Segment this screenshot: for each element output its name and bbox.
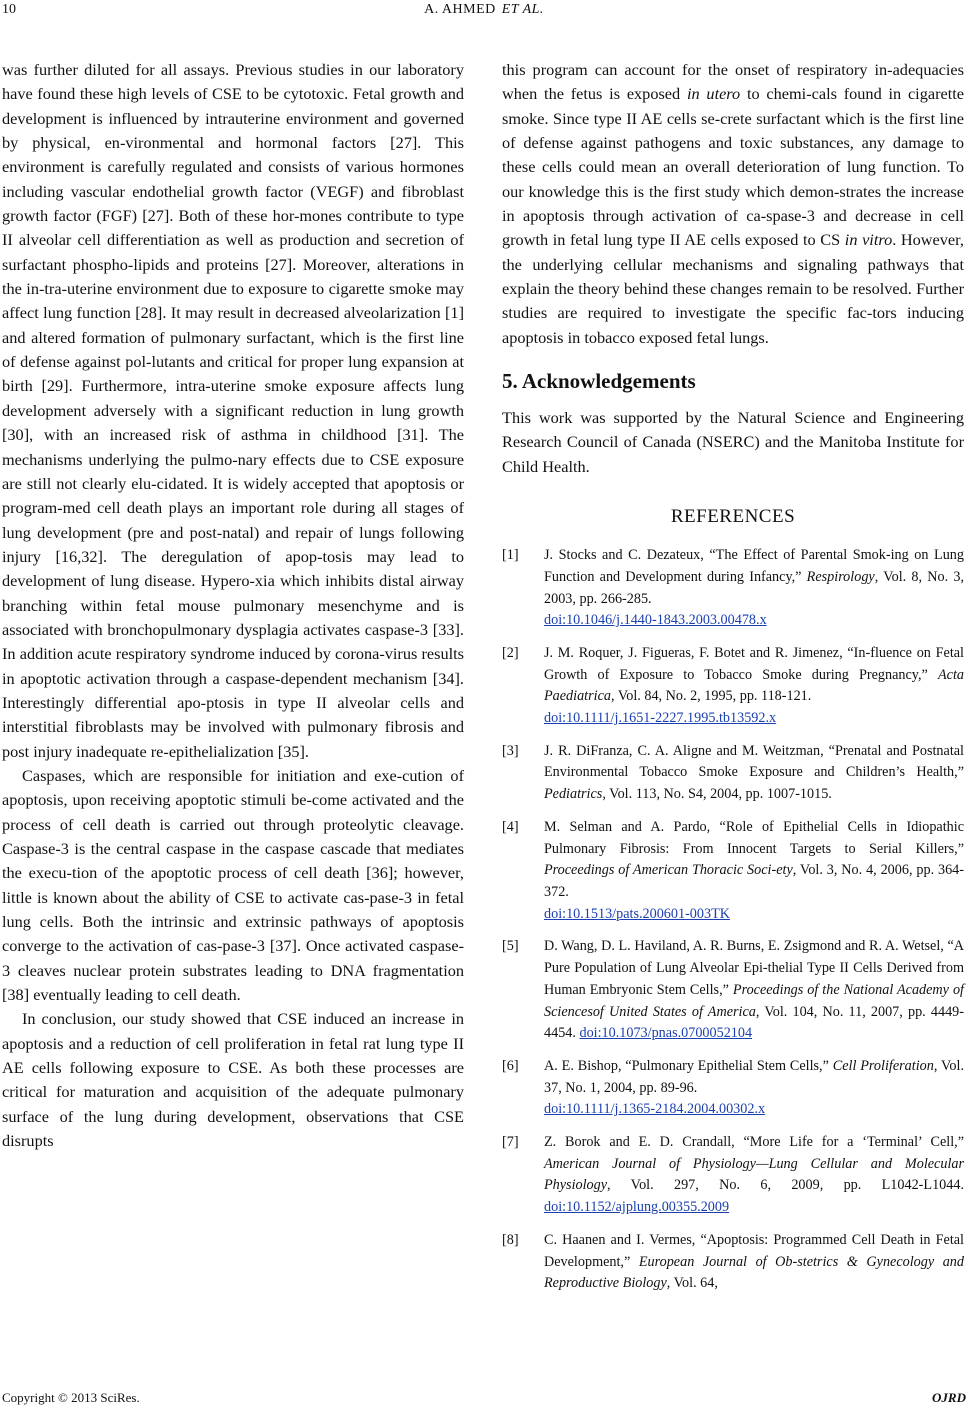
italic-term: in vitro [844,230,893,250]
text-run: this program can account for the onset of respiratory in-adequacies when the fetus is exposed [502,60,964,104]
reference-item [502,1056,964,1121]
reference-text: A. E. Bishop, “Pulmonary Epithelial Stem Cells,” [544,1057,833,1074]
reference-number: [4] [502,818,519,835]
page-header [0,2,968,22]
reference-text: , Vol. 104, No. 11, 2007, pp. 4449-4454. [544,1003,964,1042]
reference-text: , Vol. 8, No. 3, 2003, pp. 266-285. [544,568,964,607]
reference-text: , Vol. 64, [666,1275,718,1292]
reference-text: D. Wang, D. L. Haviland, A. R. Burns, E. Zsigmond and R. A. Wetsel, “A Pure Population of Lung Alveolar Epi-thelial Type II Cells Derived from Human Embryonic Stem Cells,” [544,938,964,998]
doi-link[interactable]: doi:10.1046/j.1440-1843.2003.00478.x [544,612,767,629]
reference-item [502,545,964,632]
acknowledgements-heading: 5. Acknowledgements [502,369,696,394]
reference-number: [2] [502,644,519,661]
paragraph [502,58,964,350]
running-head-authors: A. AHMED [424,2,496,17]
references-list [502,545,964,1295]
reference-text: , Vol. 84, No. 2, 1995, pp. 118-121. [610,688,812,705]
reference-text: , Vol. 113, No. S4, 2004, pp. 1007-1015. [602,786,832,803]
reference-text: , Vol. 37, No. 1, 2004, pp. 89-96. [544,1057,964,1096]
reference-journal: Respirology [806,568,875,585]
reference-text: J. M. Roquer, J. Figueras, F. Botet and R. Jimenez, “In-fluence on Fetal Growth of Exposure to Tobacco Smoke during Pregnancy,” [544,644,964,683]
reference-text: Z. Borok and E. D. Crandall, “More Life for a ‘Terminal’ Cell,” [544,1134,964,1151]
reference-number: [1] [502,547,519,564]
page-number: 10 [2,2,16,17]
reference-number: [3] [502,742,519,759]
reference-text: J. Stocks and C. Dezateux, “The Effect of Parental Smok-ing on Lung Function and Development during Infancy,” [544,547,964,585]
reference-number: [7] [502,1134,519,1151]
reference-journal: American Journal of Physiology—Lung Cellular and Molecular Physiology [544,1155,964,1194]
doi-link[interactable]: doi:10.1073/pnas.0700052104 [579,1025,753,1042]
reference-journal: Proceedings of American Thoracic Soci-ety [544,862,793,879]
running-head [0,2,968,18]
doi-link[interactable]: doi:10.1513/pats.200601-003TK [544,905,731,922]
reference-item [502,643,964,730]
doi-link[interactable]: doi:10.1111/j.1651-2227.1995.tb13592.x [544,710,777,727]
paragraph: Caspases, which are responsible for initiation and exe-cution of apoptosis, upon receiving apoptotic stimuli be-come activated and the process of cell death is carried out through proteolytic cleavage. Caspase-3 is the central caspase in the caspase cascade that mediates the execu-tion of the apoptotic process of cell death [36]; however, little is known about the ability of CSE to activate cas-pase-3 in fetal lung cells. Both the intrinsic and extrinsic pathways of apoptosis converge to the activation of cas-pase-3 [37]. Once activated caspase-3 cleaves nuclear protein substrates leading to DNA fragmentation [38] eventually leading to cell death. [2,765,464,1005]
running-head-etal: ET AL. [501,2,544,17]
paragraph: was further diluted for all assays. Previous studies in our laboratory have found these high levels of CSE to be cytotoxic. Fetal growth and development is influenced by intrauterine environment and governed by physical, en-vironmental and hormonal factors [27]. This environment is carefully regulated and consists of various hormones including vascular endothelial growth factor (VEGF) and fibroblast growth factor (FGF) [27]. Both of these hor-mones contribute to type II alveolar cell differentiation as well as production and secretion of surfactant phospho-lipids and proteins [27]. Moreover, alterations in the in-tra-uterine environment due to exposure to cigarette smoke may affect lung function [28]. It may result in decreased alveolarization [1] and altered formation of pulmonary surfactant, which is the first line of defense against pol-lutants and critical for proper lung expansion at birth [29]. Furthermore, intra-uterine smoke exposure affects lung development adversely with a significant reduction in lung growth [30], with an increased risk of asthma in childhood [31]. The mechanisms underlying the pulmo-nary effects due to CSE exposure are still not clearly elu-cidated. It is widely accepted that apoptosis or program-med cell death plays an important role during all stages of lung development (pre and post-natal) and repair of lungs following injury [16,32]. The deregulation of apop-tosis may lead to development of lung disease. Hypero-xia which inhibits distal airway branching within fetal mouse pulmonary mesenchyme and is associated with bronchopulmonary dysplagia activates caspase-3 [33]. In addition acute respiratory syndrome induced by corona-virus results in apoptotic activation through a caspase-dependent mechanism [34]. Interestingly differential apo-ptosis in type II alveolar cells and interstitial fibroblasts may be involved with pulmonary fibrosis and post injury inadequate re-epithelialization [35]. [2,60,464,761]
paragraph: In conclusion, our study showed that CSE induced an increase in apoptosis and a reduction of cell proliferation in fetal rat lung type II AE cells following exposure to CSE. As both these processes are critical for maturation and acquisition of the adequate pulmonary surface of the lung during development, observations that CSE disrupts [2,1009,464,1151]
reference-number: [5] [502,938,519,955]
copyright: Copyright © 2013 SciRes. [2,1390,140,1405]
reference-item [502,741,964,806]
doi-link[interactable]: doi:10.1111/j.1365-2184.2004.00302.x [544,1101,766,1118]
reference-item [502,817,964,926]
reference-journal: European Journal of Ob-stetrics & Gynecology and Reproductive Biology [544,1253,964,1292]
reference-text: , Vol. 3, No. 4, 2006, pp. 364-372. [544,862,964,900]
doi-link[interactable]: doi:10.1152/ajplung.00355.2009 [544,1199,730,1216]
reference-journal: Acta Paediatrica [544,666,964,705]
right-column [502,58,964,1306]
reference-item [502,1230,964,1295]
italic-term: in utero [686,84,741,104]
reference-text: C. Haanen and I. Vermes, “Apoptosis: Programmed Cell Death in Fetal Development,” [544,1231,964,1270]
reference-journal: Pediatrics [544,786,603,803]
reference-journal: Proceedings of the National Academy of Sciencesof United States of America [544,981,964,1020]
reference-number: [6] [502,1057,519,1074]
references-heading: REFERENCES [670,506,796,528]
reference-text: J. R. DiFranza, C. A. Aligne and M. Weitzman, “Prenatal and Postnatal Environmental Tobacco Smoke Exposure and Children’s Health,” [544,742,964,781]
reference-journal: Cell Proliferation [832,1057,934,1074]
reference-number: [8] [502,1231,519,1248]
left-column [2,58,464,1153]
reference-item [502,1132,964,1219]
acknowledgements-text: This work was supported by the Natural Science and Engineering Research Council of Canada (NSERC) and the Manitoba Institute for Child Health. [502,408,964,476]
text-run: . However, the underlying cellular mechanisms and signaling pathways that explain the theory behind these changes remain to be resolved. Further studies are required to investigate the specific fac-tors inducing apoptosis in tobacco exposed fetal lungs. [502,230,964,347]
reference-text: M. Selman and A. Pardo, “Role of Epithelial Cells in Idiopathic Pulmonary Fibrosis: From Innocent Targets to Serial Killers,” [544,818,964,857]
journal-abbrev: OJRD [932,1390,966,1405]
reference-text: , Vol. 297, No. 6, 2009, pp. L1042-L1044. [607,1177,964,1194]
reference-item [502,936,964,1045]
text-run: to chemi-cals found in cigarette smoke. Since type II AE cells se-crete surfactant which is the first line of defense against pathogens and toxic substances, any damage to these cells could mean an overall deterioration of lung function. To our knowledge this is the first study which demon-strates the increase in apoptosis through activation of ca-spase-3 and decrease in cell growth in fetal lung type II AE cells exposed to CS [502,84,964,250]
